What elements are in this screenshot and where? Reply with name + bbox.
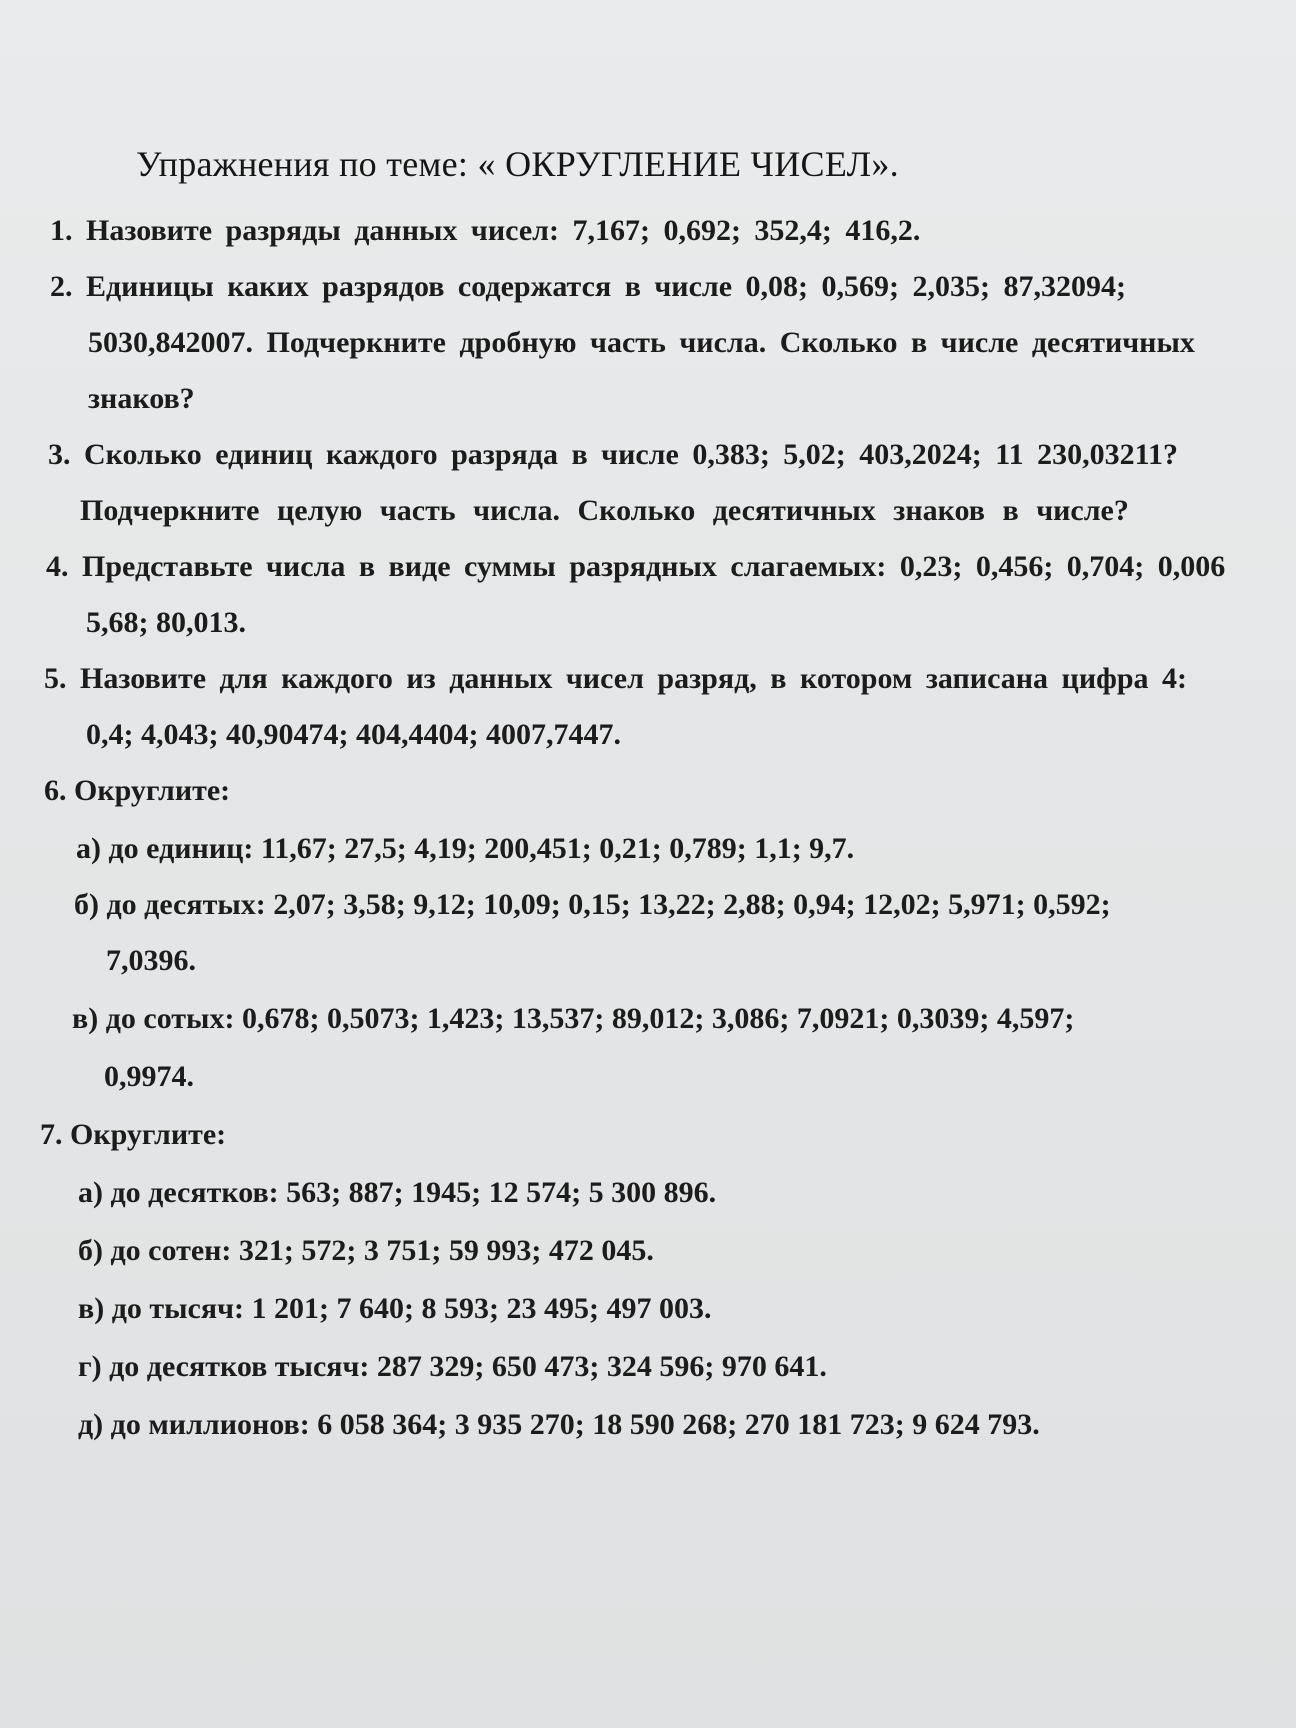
subitem-text: до десятков: 563; 887; 1945; 12 574; 5 300 896. — [110, 1176, 717, 1209]
exercise-5 — [44, 664, 1187, 694]
exercise-text: Единицы каких разрядов содержатся в числе 0,08; 0,569; 2,035; 87,32094; — [86, 270, 1127, 303]
exercise-3-line-2: Подчеркните целую часть числа. Сколько десятичных знаков в числе? — [80, 494, 1129, 527]
exercise-7e — [78, 1410, 1040, 1440]
exercise-6b — [74, 890, 1111, 920]
exercise-text: Представьте числа в виде суммы разрядных слагаемых: 0,23; 0,456; 0,704; 0,006 — [82, 550, 1226, 583]
subitem-text: до десятых: 2,07; 3,58; 9,12; 10,09; 0,15; 13,22; 2,88; 0,94; 12,02; 5,971; 0,592; — [106, 888, 1111, 921]
exercise-7a — [78, 1178, 716, 1208]
subitem-text: до десятков тысяч: 287 329; 650 473; 324 596; 970 641. — [109, 1350, 827, 1383]
subitem-label: а) — [78, 1176, 103, 1209]
exercise-6a — [76, 834, 854, 864]
exercise-4-line-2: 5,68; 80,013. — [86, 606, 246, 639]
subitem-label: д) — [78, 1408, 104, 1441]
subitem-label: б) — [78, 1234, 103, 1267]
exercise-3 — [48, 440, 1178, 470]
exercise-text: Сколько единиц каждого разряда в числе 0,383; 5,02; 403,2024; 11 230,03211? — [84, 438, 1178, 471]
subitem-label: в) — [72, 1002, 99, 1035]
subitem-label: в) — [78, 1292, 105, 1325]
exercise-6c — [72, 1004, 1074, 1034]
subitem-label: б) — [74, 888, 99, 921]
exercise-text: Назовите разряды данных чисел: 7,167; 0,692; 352,4; 416,2. — [86, 214, 921, 247]
exercise-7d — [78, 1352, 827, 1382]
exercise-7c — [78, 1294, 711, 1324]
exercise-6c-line-2: 0,9974. — [104, 1060, 194, 1093]
subitem-text: до сотен: 321; 572; 3 751; 59 993; 472 045. — [110, 1234, 654, 1267]
exercise-number: 7. — [40, 1118, 63, 1151]
subitem-text: до тысяч: 1 201; 7 640; 8 593; 23 495; 497 003. — [111, 1292, 712, 1325]
exercise-text: Назовите для каждого из данных чисел разряд, в котором записана цифра 4: — [80, 662, 1188, 695]
page-title: Упражнения по теме: « ОКРУГЛЕНИЕ ЧИСЕЛ». — [136, 144, 899, 184]
exercise-2-line-3: знаков? — [88, 382, 195, 415]
exercise-7 — [40, 1120, 226, 1150]
exercise-4 — [46, 552, 1225, 582]
exercise-number: 1. — [50, 214, 73, 247]
exercise-7b — [78, 1236, 654, 1266]
subitem-label: а) — [76, 832, 101, 865]
exercise-2-line-2: 5030,842007. Подчеркните дробную часть числа. Сколько в числе десятичных — [88, 326, 1195, 359]
exercise-6 — [44, 776, 230, 806]
subitem-text: до миллионов: 6 058 364; 3 935 270; 18 590 268; 270 181 723; 9 624 793. — [110, 1408, 1040, 1441]
exercise-text: Округлите: — [70, 1118, 227, 1151]
exercise-number: 2. — [50, 270, 73, 303]
exercise-number: 6. — [44, 774, 67, 807]
exercise-5-line-2: 0,4; 4,043; 40,90474; 404,4404; 4007,7447. — [86, 718, 621, 751]
exercise-2 — [50, 272, 1126, 302]
exercise-6b-line-2: 7,0396. — [106, 944, 196, 977]
subitem-text: до сотых: 0,678; 0,5073; 1,423; 13,537; 89,012; 3,086; 7,0921; 0,3039; 4,597; — [105, 1002, 1075, 1035]
exercise-1 — [50, 216, 920, 246]
exercise-number: 3. — [48, 438, 71, 471]
subitem-text: до единиц: 11,67; 27,5; 4,19; 200,451; 0,21; 0,789; 1,1; 9,7. — [108, 832, 855, 865]
subitem-label: г) — [78, 1350, 102, 1383]
exercise-number: 5. — [44, 662, 67, 695]
exercise-number: 4. — [46, 550, 69, 583]
exercise-text: Округлите: — [74, 774, 231, 807]
